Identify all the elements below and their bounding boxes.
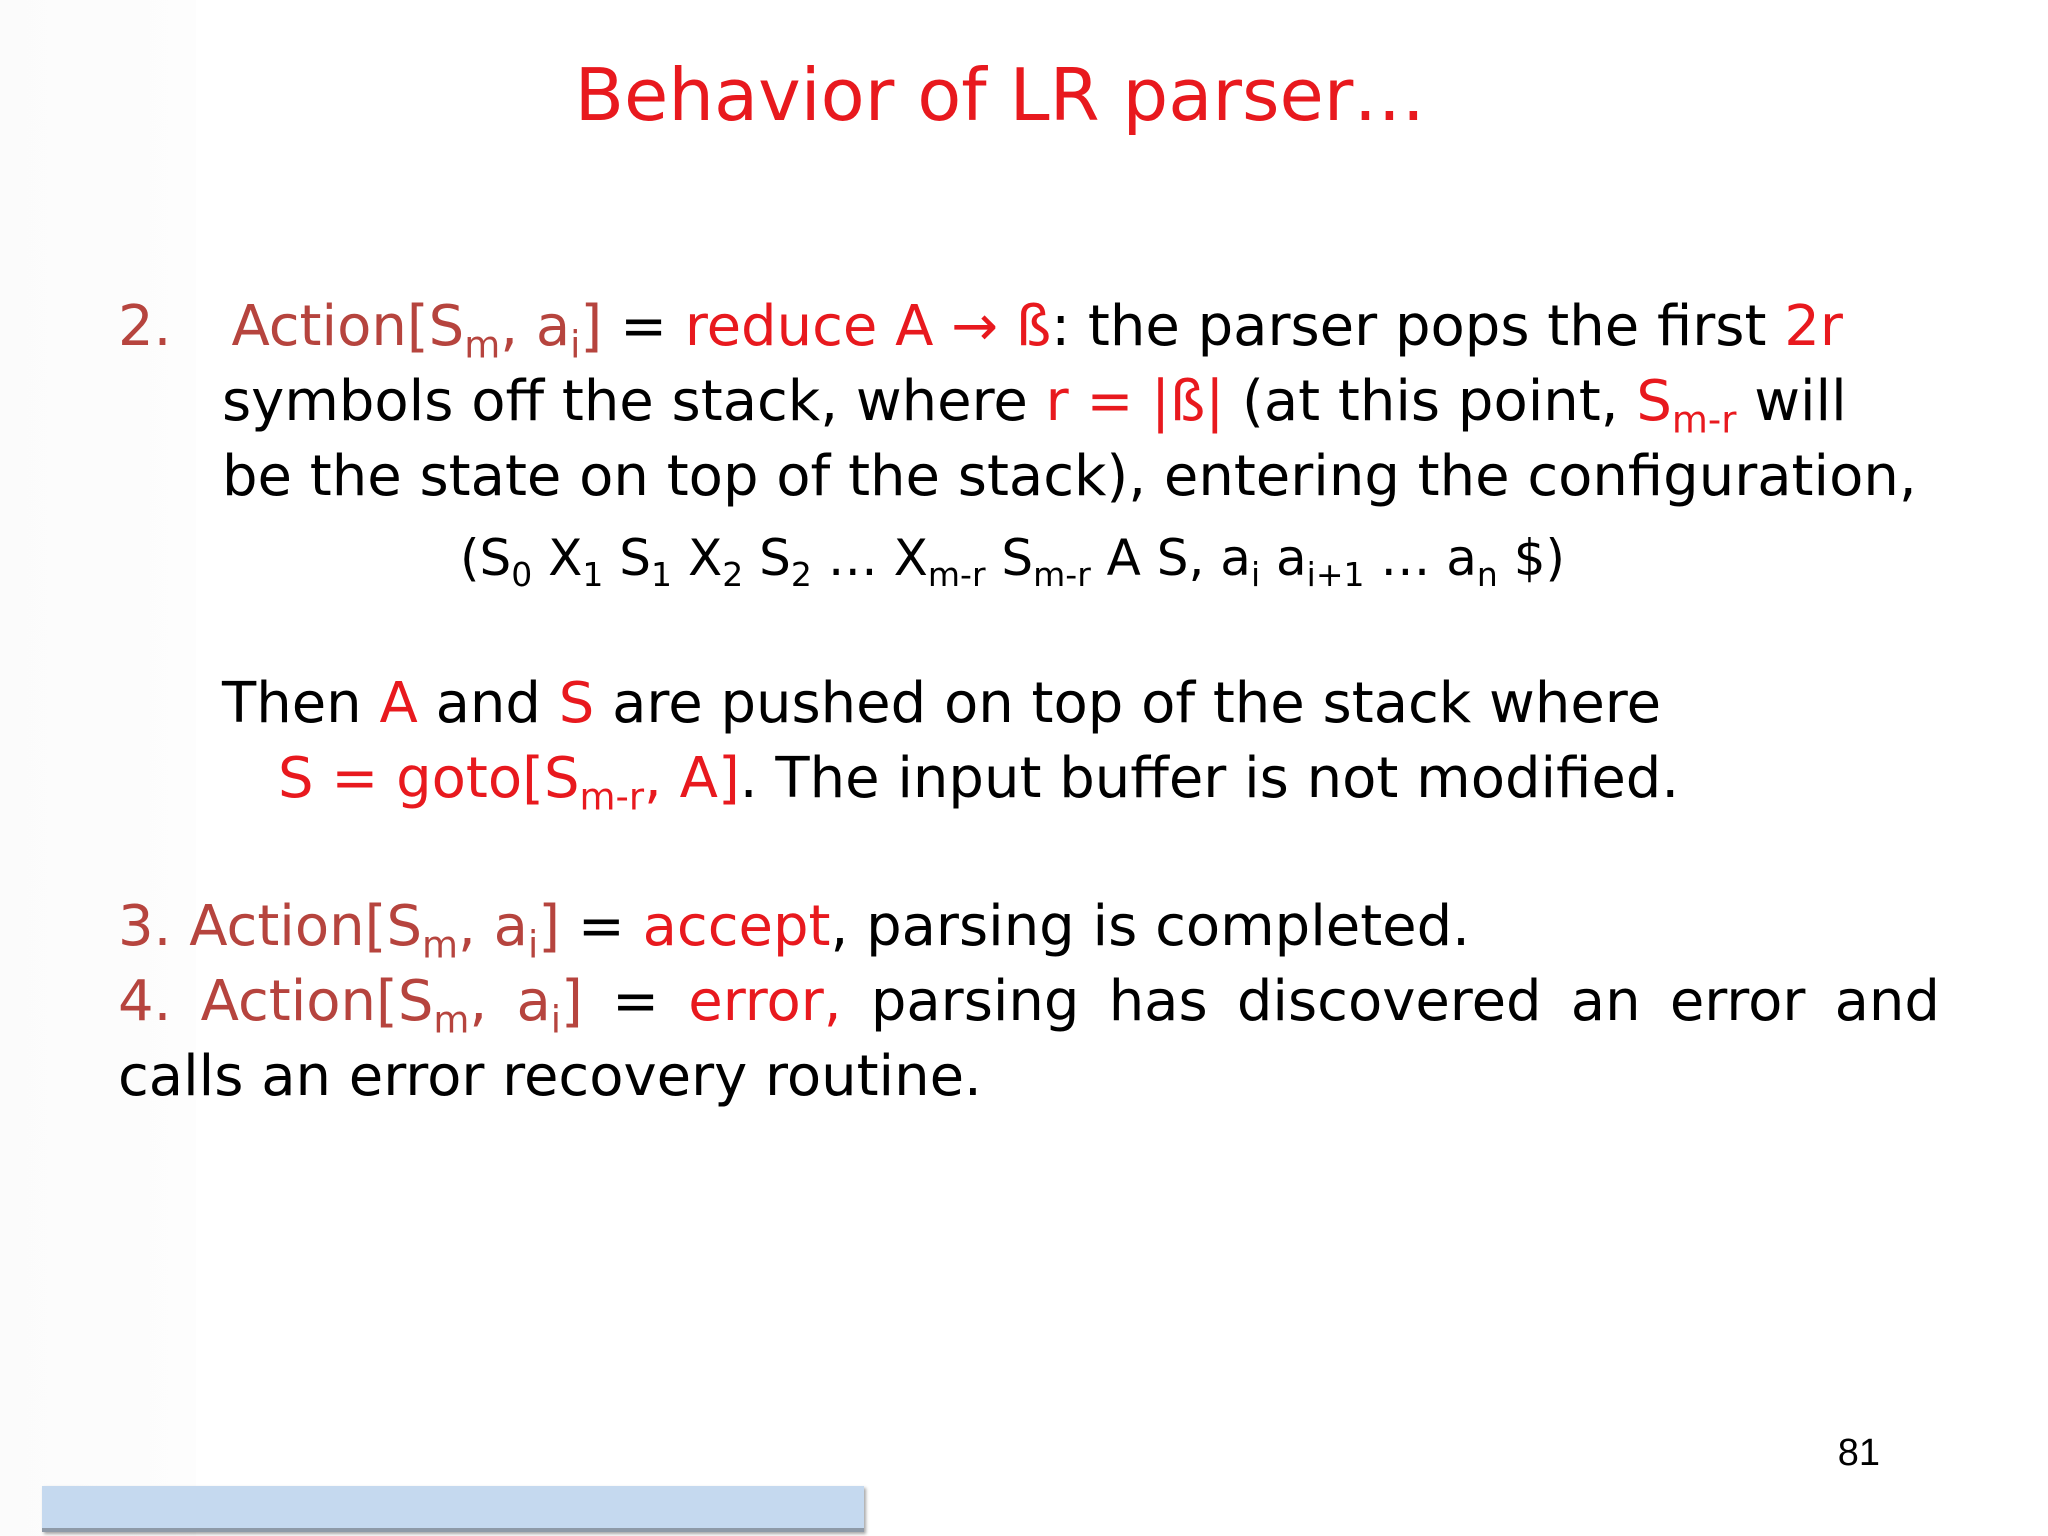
configuration: ($S_0$ $X_1$ $S_1$ $X_2$ $S_2$ … $X_{m-r}$ $S_{m-r}$ A S, $a_i$ $a_{i+1}$ … $a_n$ $) xyxy=(460,529,1566,595)
item-2-number: 2. xyxy=(118,294,172,359)
item-4-action: $Action[S_m$, xyxy=(200,969,488,1042)
item-2-line-3: be the state on top of the stack), entering the configuration, xyxy=(222,444,1917,509)
item-2-text: : the parser pops the first xyxy=(1051,294,1785,359)
then-line-2: $S = goto[S_{m-r}$, A]. The input buffer is not modified. xyxy=(278,746,1680,819)
page-number: 81 xyxy=(1837,1432,1880,1474)
slide-title: Behavior of LR parser… xyxy=(574,53,1426,137)
item-3-action: 3. $Action[S_m$, $a_i$] xyxy=(118,894,561,967)
r-definition: r = |ß| xyxy=(1045,369,1225,434)
equals-sign: = xyxy=(602,294,685,359)
two-r: 2r xyxy=(1784,294,1843,359)
s-m-r: $S_{m-r}$ xyxy=(1636,369,1737,442)
item-4-line-1: 4. $Action[S_m$, $a_i$] = error, parsing has discovered an error and xyxy=(118,969,1940,1042)
item-2-action: $Action[S_m$, $a_i$] xyxy=(231,294,603,367)
symbol-a: A xyxy=(379,671,418,736)
error-keyword: error, xyxy=(688,969,842,1034)
item-3: 3. $Action[S_m$, $a_i$] = accept, parsing is completed. xyxy=(118,894,1470,967)
item-4-ai: $a_i$] xyxy=(516,969,583,1042)
goto-expression: $S = goto[S_{m-r}$, A] xyxy=(278,746,740,819)
item-2-line-2: symbols off the stack, where r = |ß| (at this point, $S_{m-r}$ will xyxy=(222,369,1847,442)
reduce-rule: reduce A → ß xyxy=(684,294,1052,359)
then-line-1: Then A and S are pushed on top of the stack where xyxy=(222,671,1662,736)
item-4-line-2: calls an error recovery routine. xyxy=(118,1044,982,1109)
left-shade xyxy=(0,0,196,1536)
item-2-line-1 xyxy=(118,293,1843,367)
bottom-bar xyxy=(42,1486,864,1532)
symbol-s: S xyxy=(558,671,595,736)
accept-keyword: accept xyxy=(642,894,831,959)
